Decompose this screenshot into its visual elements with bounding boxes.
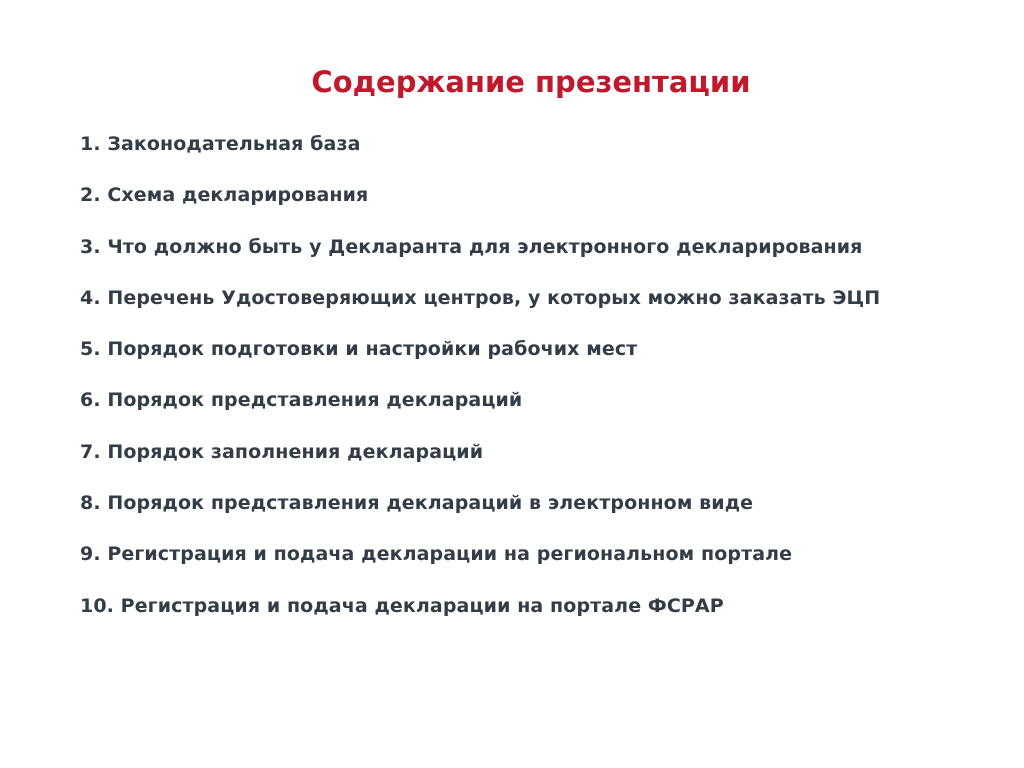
toc-item-5: 5. Порядок подготовки и настройки рабочих мест <box>80 338 638 361</box>
table-of-contents <box>80 128 880 641</box>
toc-item-7: 7. Порядок заполнения деклараций <box>80 440 484 463</box>
toc-item-8: 8. Порядок представления деклараций в электронном виде <box>80 492 754 515</box>
toc-item-2: 2. Схема декларирования <box>80 184 369 207</box>
toc-item-9: 9. Регистрация и подача декларации на региональном портале <box>80 543 793 566</box>
toc-item-1: 1. Законодательная база <box>80 133 361 155</box>
toc-item-6: 6. Порядок представления деклараций <box>80 389 523 412</box>
toc-item-10: 10. Регистрация и подача декларации на портале ФСРАР <box>80 594 724 617</box>
toc-item-3: 3. Что должно быть у Декларанта для электронного декларирования <box>80 235 863 258</box>
toc-item-4: 4. Перечень Удостоверяющих центров, у которых можно заказать ЭЦП <box>80 286 881 309</box>
slide-title: Содержание презентации <box>311 65 751 99</box>
